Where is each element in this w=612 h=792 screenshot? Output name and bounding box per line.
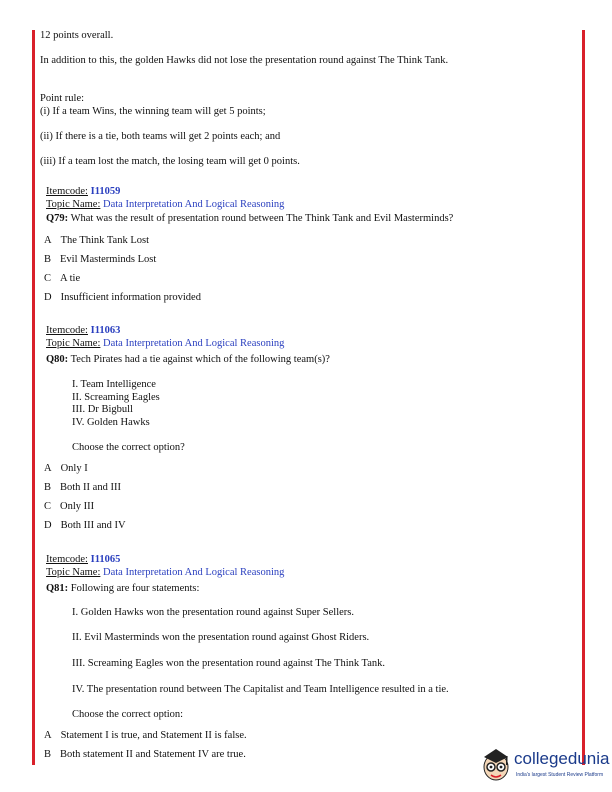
topic-label: Topic Name:	[46, 338, 101, 349]
intro-line: 12 points overall.	[40, 30, 114, 41]
option-text: The Think Tank Lost	[60, 235, 150, 246]
statement: IV. The presentation round between The Capitalist and Team Intelligence resulted in a tie.	[72, 684, 449, 695]
itemcode-value: I11059	[90, 186, 121, 197]
rule-item: (iii) If a team lost the match, the losing team will get 0 points.	[40, 156, 300, 167]
option-d[interactable]	[44, 520, 126, 532]
option-letter: B	[44, 254, 52, 265]
topic-row	[46, 567, 284, 579]
topic-value: Data Interpretation And Logical Reasoning	[103, 567, 285, 578]
question-body: Tech Pirates had a tie against which of the following team(s)?	[70, 354, 330, 365]
option-letter: A	[44, 730, 52, 741]
list-item: I. Team Intelligence	[72, 379, 156, 390]
left-margin-rule	[32, 30, 35, 765]
option-text: Both III and IV	[60, 520, 126, 531]
option-letter: D	[44, 520, 52, 531]
statement: I. Golden Hawks won the presentation round against Super Sellers.	[72, 607, 354, 618]
question-body: What was the result of presentation round between The Think Tank and Evil Masterminds?	[70, 213, 454, 224]
option-text: Only I	[60, 463, 88, 474]
option-text: Only III	[60, 501, 95, 512]
option-text: Insufficient information provided	[60, 292, 201, 303]
itemcode-value: I11063	[90, 325, 121, 336]
topic-label: Topic Name:	[46, 567, 101, 578]
question-number: Q80:	[46, 354, 69, 365]
option-b[interactable]	[44, 254, 156, 266]
itemcode-label: Itemcode:	[46, 554, 88, 565]
option-b[interactable]	[44, 749, 246, 761]
option-c[interactable]	[44, 273, 80, 285]
list-item: IV. Golden Hawks	[72, 417, 150, 428]
topic-value: Data Interpretation And Logical Reasoning	[103, 199, 285, 210]
itemcode-label: Itemcode:	[46, 325, 88, 336]
topic-value: Data Interpretation And Logical Reasoning	[103, 338, 285, 349]
statement: III. Screaming Eagles won the presentation round against The Think Tank.	[72, 658, 386, 669]
option-text: Both II and III	[60, 482, 121, 493]
question-number: Q79:	[46, 213, 69, 224]
rule-item: (ii) If there is a tie, both teams will get 2 points each; and	[40, 131, 281, 142]
option-text: A tie	[60, 273, 81, 284]
option-text: Both statement II and Statement IV are true.	[60, 749, 246, 760]
question-text	[46, 354, 330, 366]
question-text	[46, 213, 453, 225]
rule-title: Point rule:	[40, 93, 85, 104]
question-body: Following are four statements:	[70, 583, 200, 594]
question-number: Q81:	[46, 583, 69, 594]
option-a[interactable]	[44, 463, 88, 475]
logo-tagline: India's largest Student Review Platform	[516, 772, 604, 778]
statement: II. Evil Masterminds won the presentation round against Ghost Riders.	[72, 632, 370, 643]
option-letter: B	[44, 749, 52, 760]
list-item: III. Dr Bigbull	[72, 404, 133, 415]
intro-line: In addition to this, the golden Hawks did not lose the presentation round against The Think Tank.	[40, 55, 449, 66]
option-text: Statement I is true, and Statement II is false.	[60, 730, 247, 741]
option-letter: A	[44, 235, 52, 246]
choose-prompt: Choose the correct option:	[72, 709, 184, 720]
itemcode-row	[46, 186, 120, 198]
option-text: Evil Masterminds Lost	[60, 254, 157, 265]
option-d[interactable]	[44, 292, 201, 304]
right-margin-rule	[582, 30, 585, 765]
option-c[interactable]	[44, 501, 94, 513]
option-letter: A	[44, 463, 52, 474]
mascot-icon	[480, 745, 514, 785]
choose-prompt: Choose the correct option?	[72, 442, 185, 453]
topic-row	[46, 199, 284, 211]
option-letter: C	[44, 273, 52, 284]
itemcode-row	[46, 554, 120, 566]
rule-item: (i) If a team Wins, the winning team will get 5 points;	[40, 106, 266, 117]
itemcode-value: I11065	[90, 554, 121, 565]
collegedunia-logo[interactable]	[480, 745, 610, 789]
option-a[interactable]	[44, 235, 149, 247]
option-letter: C	[44, 501, 52, 512]
option-b[interactable]	[44, 482, 121, 494]
topic-label: Topic Name:	[46, 199, 101, 210]
topic-row	[46, 338, 284, 350]
itemcode-label: Itemcode:	[46, 186, 88, 197]
option-letter: B	[44, 482, 52, 493]
list-item: II. Screaming Eagles	[72, 392, 160, 403]
option-a[interactable]	[44, 730, 247, 742]
itemcode-row	[46, 325, 120, 337]
question-text	[46, 583, 199, 595]
logo-wordmark: collegedunia	[514, 749, 610, 768]
option-letter: D	[44, 292, 52, 303]
